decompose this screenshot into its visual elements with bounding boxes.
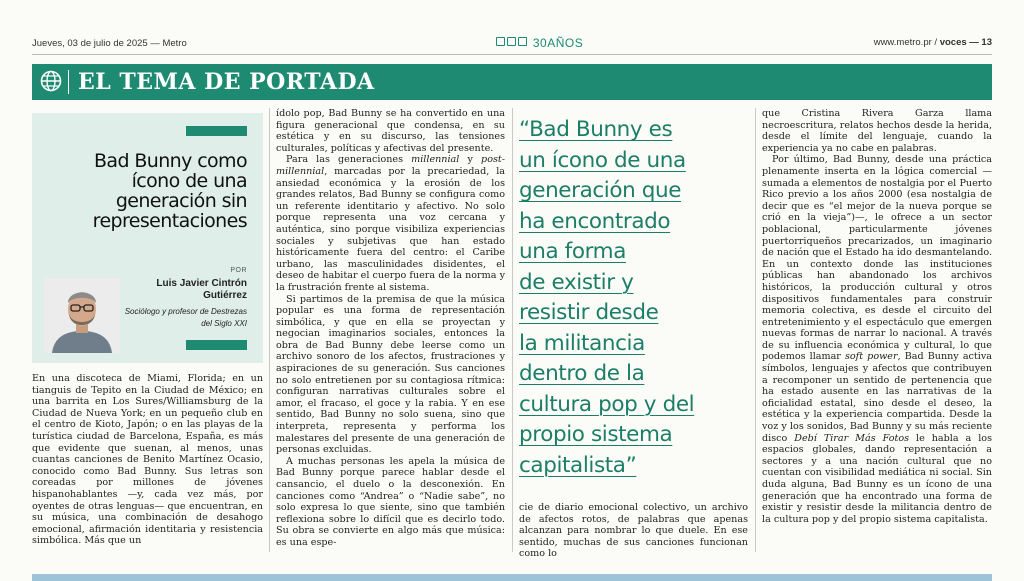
date-section: Jueves, 03 de julio de 2025 — Metro [32,38,187,49]
paragraph: A muchas personas les apela la música de Bad Bunny porque parece hablar desde el cansancio, el duelo o la desconexión. En canciones como “Andrea” o “Nadie sabe”, no solo expresa lo que siente, sino que también reflexiona sobre lo difícil que es decirlo todo. Su obra se convierte en algo más que música: es una espe- [276,455,505,548]
column-divider [269,108,270,552]
text-run: , marcadas por la precariedad, la ansiedad económica y la erosión de los grandes relatos, Bad Bunny se configura como un referente identitario y afectivo. No solo porque representa una voz cercana y auténtica, sino porque visibiliza experiencias sociales y subjetivas que han estado históricamente fuera del centro: el Caribe urbano, las masculinidades disidentes, el deseo de habitar el cuerpo fuera de la norma y la frustración frente al sistema. [276,165,505,293]
page-header [32,36,992,52]
quote-line: generación que [519,178,682,203]
paragraph [762,154,992,525]
page-folio [874,37,992,48]
paragraph: ídolo pop, Bad Bunny se ha convertido en una figura generacional que condensa, en su estética y en su discurso, las tensiones culturales, políticas y afectivas del presente. [276,108,505,154]
paragraph [276,154,505,293]
section-band [32,64,992,100]
paragraph: En una discoteca de Miami, Florida; en un tianguis de Tepito en la Ciudad de México; en una barrita en Los Sures/Williamsburg de la Ciudad de Nueva York; en un pequeño club en el centro de Kioto, Japón; o en las playas de la turística ciudad de Barcelona, España, es más que evidente que suenan, al menos, unas cuantas canciones de Benito Martínez Ocasio, conocido como Bad Bunny. Sus letras son coreadas por millones de jóvenes hispanohablantes —y, cada vez más, por oyentes de otras lenguas— que encuentran, en su música, una combinación de desahogo emocional, afirmación identitaria y resistencia simbólica. Más que un [32,373,263,547]
quote-line: cultura pop y del [519,391,695,417]
column-3 [519,502,748,560]
band-divider [68,70,69,94]
italic-term: Debí Tirar Más Fotos [794,432,910,444]
byline-label: POR [230,267,247,274]
text-run: le habla a los espacios globales, dando representación a sectores y a una nación cultural que no cuentan con visibilidad mediática ni social. Sin duda alguna, Bad Bunny es un ícono de una generación que ha encontrado una forma de existir y resistir desde la militancia dentro de la cultura pop y del propio sistema capitalista. [762,432,992,525]
page-number: — 13 [969,37,992,48]
column-divider [512,108,513,552]
quote-line: capitalista” [519,452,637,478]
headline-card [32,113,263,363]
italic-term: post-millennial [276,154,505,177]
header-rule [32,54,992,55]
author-photo [44,277,120,353]
column-divider [755,108,756,552]
quote-line: ha encontrado [519,208,671,234]
column-4 [762,108,992,525]
screen-icon [507,37,516,46]
quote-line: dentro de la [519,361,645,386]
article-headline: Bad Bunny como ícono de una generación sin representaciones [92,150,247,232]
section-name: voces [939,37,967,48]
text-run: , Bad Bunny activa símbolos, lenguajes y afectos que contribuyen a recomponer un sentido de pertenencia que ha estado ausente en las narrativas de la oficialidad estatal, sino desde el deseo, la estética y la experiencia compartida. Desde la voz y los sonidos, Bad Bunny y su más reciente disco [762,351,992,444]
footer-strip [32,574,992,581]
paragraph: Si partimos de la premisa de que la música popular es una forma de representación simbólica, y que en ella se proyectan y negocian imaginarios sociales, entonces la obra de Bad Bunny debe leerse como un archivo sonoro de los afectos, frustraciones y aspiraciones de su generación. Sus canciones no solo entretienen por su contagiosa rítmica: configuran narrativas culturales sobre el amor, el fracaso, el goce y la rabia. Y en ese sentido, Bad Bunny no solo suena, sino que interpreta, representa y performa los malestares del presente de una generación de personas excluidas. [276,293,505,456]
anniversary-badge [496,36,583,50]
card-accent-bottom [186,340,247,350]
quote-line: de existir y [519,269,634,295]
italic-term: millennial [411,154,460,166]
section-title: EL TEMA DE PORTADA [78,69,375,95]
paragraph: que Cristina Rivera Garza llama necroescritura, relatos hechos desde la herida, desde el límite del lenguaje, cuando la experiencia ya no cabe en palabras. [762,108,992,154]
pull-quote [519,115,751,481]
author-name: Luis Javier Cintrón Gutiérrez [156,278,247,301]
website[interactable]: www.metro.pr / [873,37,938,48]
column-1 [32,373,263,547]
quote-line: una forma [519,239,626,264]
screen-icon [496,37,505,46]
italic-term: soft power [844,351,898,363]
quote-line: resistir desde [519,300,659,325]
text-run: Para las generaciones [286,154,412,166]
anniversary-text: 30AÑOS [532,36,584,50]
author-role: Sociólogo y profesor de Destrezas del Siglo XXI [124,307,247,328]
globe-icon [40,70,62,92]
quote-line: “Bad Bunny es [519,117,673,142]
author-portrait-icon [44,277,120,353]
column-2 [276,108,505,549]
screen-icon [518,37,527,46]
card-accent-top [186,126,247,136]
quote-line: propio sistema [519,422,673,447]
paragraph: cie de diario emocional colectivo, un archivo de afectos rotos, de palabras que apenas alcanzan para nombrar lo que duele. En ese sentido, muchas de sus canciones funcionan como lo [519,502,748,560]
text-run: Por último, Bad Bunny, desde una práctica plenamente inserta en la lógica comercial —sumada a elementos de nostalgia por el Puerto Rico previo a los años 2000 (esa nostalgia de decir que es “el mejor de la nueva porque se crió en la vieja”)—, le ofrece a un sector poblacional, particularmente jóvenes puertorriqueños precarizados, un imaginario de nación que el Estado ha ido desmantelando. En un contexto donde las instituciones públicas han abandonado los archivos históricos, la producción cultural y otros dispositivos fundamentales para construir memoria colectiva, es desde el circuito del entretenimiento y el espectáculo que emergen nuevas formas de narrar lo nacional. A través de su influencia económica y cultural, lo que podemos llamar [762,154,992,363]
text-run: y [459,154,482,166]
quote-line: un ícono de una [519,147,686,173]
quote-line: la militancia [519,330,645,356]
